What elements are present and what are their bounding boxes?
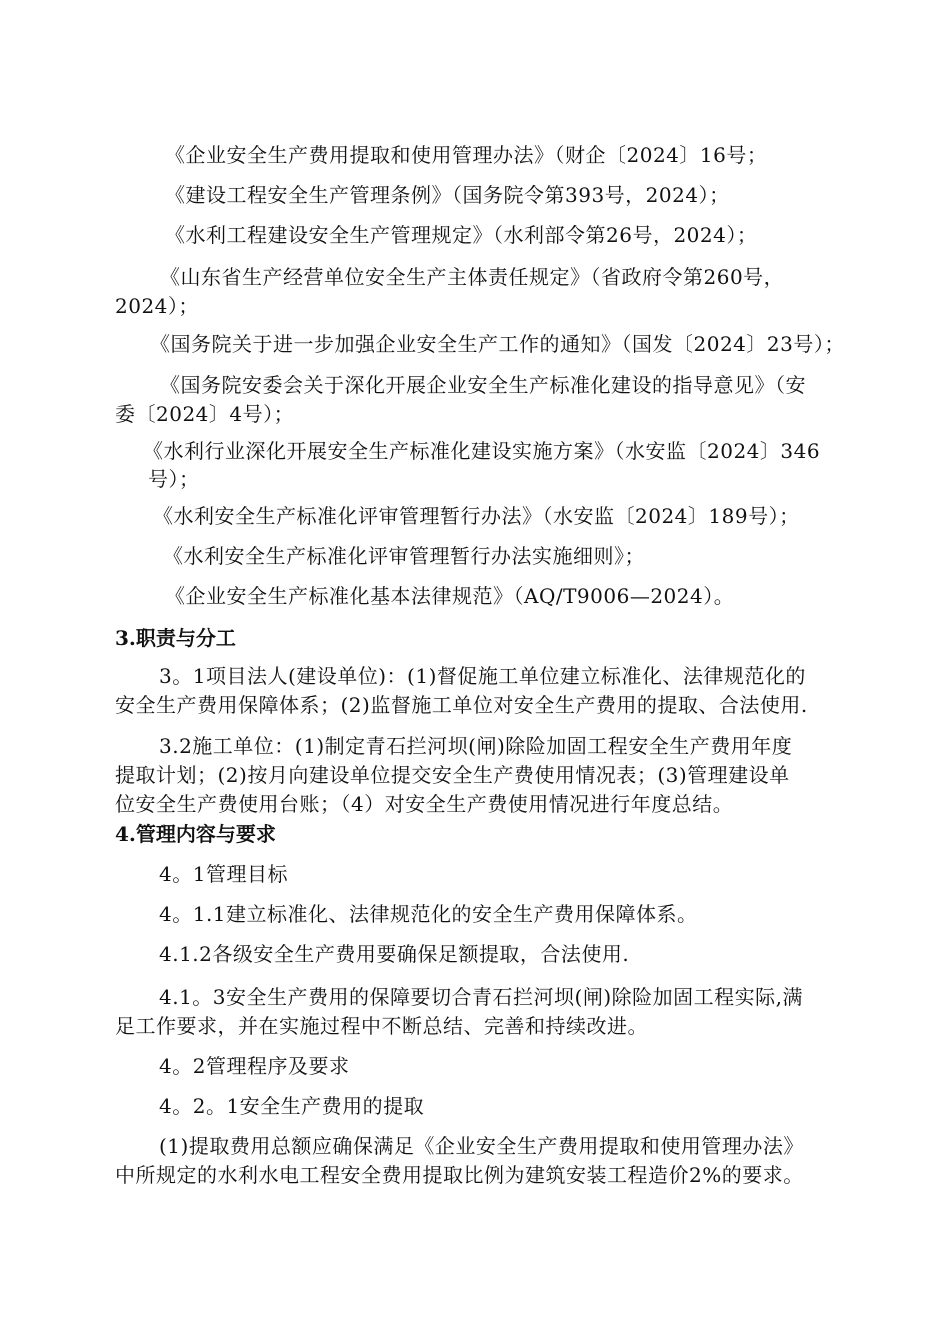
reference-item: 《水利安全生产标准化评审管理暂行办法实施细则》； <box>163 544 645 568</box>
paragraph <box>115 732 792 819</box>
paragraph-line: 提取计划；(2)按月向建设单位提交安全生产费使用情况表；(3)管理建设单 <box>115 763 790 787</box>
reference-item <box>160 263 784 292</box>
reference-item-continuation: 号）； <box>148 467 200 491</box>
reference-item: 《水利安全生产标准化评审管理暂行办法》（水安监〔2024〕189号）； <box>153 504 800 528</box>
paragraph: 4。1.1建立标准化、法律规范化的安全生产费用保障体系。 <box>159 902 698 926</box>
reference-item: 《国务院安委会关于深化开展企业安全生产标准化建设的指导意见》（安 <box>160 373 806 397</box>
reference-line: 《山东省生产经营单位安全生产主体责任规定》（省政府令第260号， <box>160 265 785 289</box>
paragraph <box>115 1132 804 1190</box>
paragraph-line: 中所规定的水利水电工程安全费用提取比例为建筑安装工程造价2%的要求。 <box>115 1163 804 1187</box>
section-heading: 3.职责与分工 <box>115 626 236 650</box>
paragraph-line: 4.1。3安全生产费用的保障要切合青石拦河坝(闸)除险加固工程实际,满 <box>159 985 803 1009</box>
paragraph-line: 3。1项目法人(建设单位)：(1)督促施工单位建立标准化、法律规范化的 <box>159 664 806 688</box>
reference-item: 《国务院关于进一步加强企业安全生产工作的通知》（国发〔2024〕23号）； <box>150 332 845 356</box>
subsection-title: 4。2管理程序及要求 <box>159 1054 350 1078</box>
reference-item: 《水利工程建设安全生产管理规定》（水利部令第26号，2024）； <box>165 223 758 247</box>
reference-item: 《企业安全生产标准化基本法律规范》（AQ/T9006—2024）。 <box>165 584 735 608</box>
section-heading: 4.管理内容与要求 <box>115 822 276 846</box>
reference-item: 《建设工程安全生产管理条例》（国务院令第393号，2024）； <box>165 183 730 207</box>
reference-item: 《企业安全生产费用提取和使用管理办法》（财企〔2024〕16号； <box>165 143 768 167</box>
paragraph <box>115 662 808 720</box>
paragraph: 4.1.2各级安全生产费用要确保足额提取，合法使用. <box>159 942 630 966</box>
paragraph-line: 3.2施工单位：(1)制定青石拦河坝(闸)除险加固工程安全生产费用年度 <box>159 734 793 758</box>
reference-item-continuation: 2024）； <box>115 294 199 318</box>
paragraph-line: 足工作要求，并在实施过程中不断总结、完善和持续改进。 <box>115 1014 648 1038</box>
reference-item: 《水利行业深化开展安全生产标准化建设实施方案》（水安监〔2024〕346 <box>143 439 821 463</box>
paragraph-line: 位安全生产费使用台账；（4）对安全生产费使用情况进行年度总结。 <box>115 792 734 816</box>
subsection-title: 4。1管理目标 <box>159 862 288 886</box>
paragraph-line: 安全生产费用保障体系；(2)监督施工单位对安全生产费用的提取、合法使用. <box>115 693 808 717</box>
paragraph <box>115 983 803 1041</box>
reference-item-continuation: 委〔2024〕4号）； <box>115 402 295 426</box>
paragraph-line: (1)提取费用总额应确保满足《企业安全生产费用提取和使用管理办法》 <box>159 1134 804 1158</box>
subsection-title: 4。2。1安全生产费用的提取 <box>159 1094 425 1118</box>
